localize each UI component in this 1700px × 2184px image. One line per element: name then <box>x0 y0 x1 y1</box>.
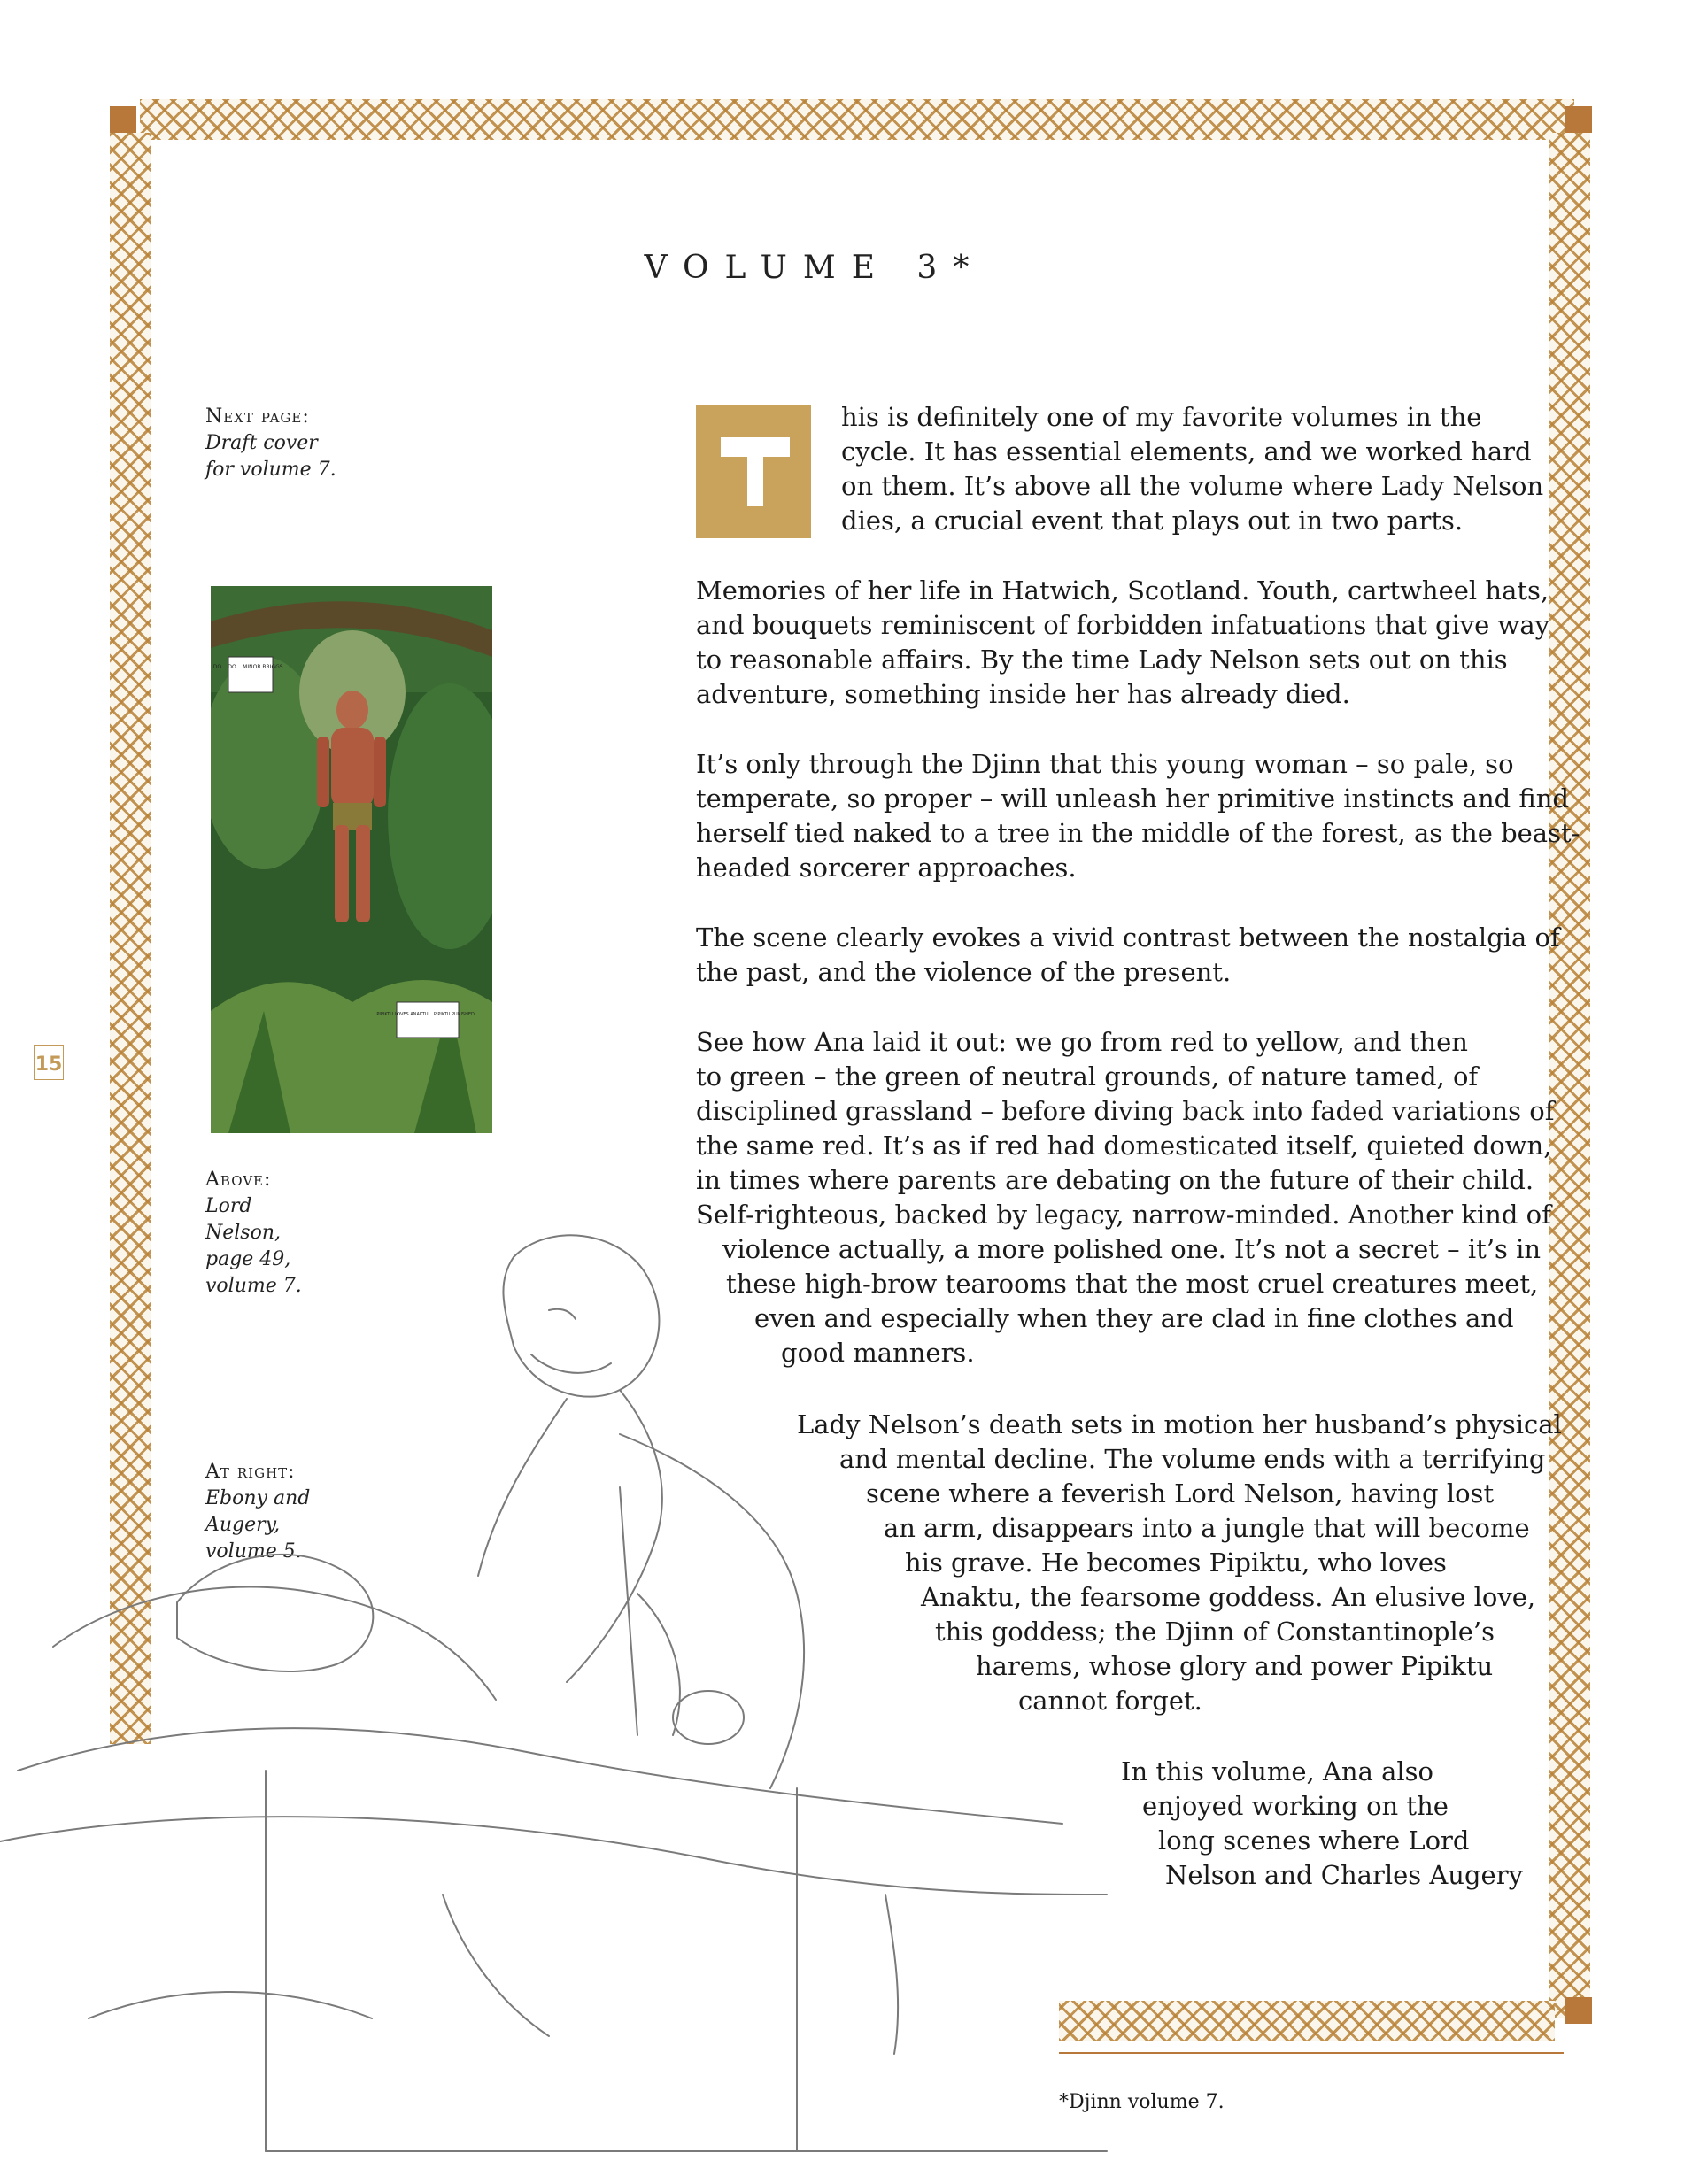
text-line: In this volume, Ana also <box>1121 1756 1433 1787</box>
paragraph-2 <box>696 574 1549 712</box>
text-line: to green – the green of neutral grounds, of nature tamed, of <box>696 1061 1479 1092</box>
caption-above-line: page 49, <box>205 1248 291 1270</box>
drop-cap-letter: T <box>749 519 758 533</box>
caption-above-line: Lord <box>205 1195 252 1217</box>
text-line: disciplined grassland – before diving back into faded variations of <box>696 1096 1555 1126</box>
text-line: Memories of her life in Hatwich, Scotland. Youth, cartwheel hats, <box>696 575 1549 606</box>
text-line: good manners. <box>781 1338 975 1368</box>
text-line: harems, whose glory and power Pipiktu <box>976 1651 1494 1681</box>
frame-right-border <box>1549 133 1590 2018</box>
paragraph-1 <box>841 400 1543 538</box>
text-line: his grave. He becomes Pipiktu, who loves <box>905 1547 1447 1578</box>
text-line: violence actually, a more polished one. It’s not a secret – it’s in <box>722 1234 1542 1264</box>
caption-above-label: Above: <box>205 1169 272 1191</box>
text-line: cycle. It has essential elements, and we worked hard <box>841 436 1532 467</box>
text-line: headed sorcerer approaches. <box>696 853 1077 883</box>
paragraph-4 <box>696 921 1560 990</box>
text-line: See how Ana laid it out: we go from red to yellow, and then <box>696 1027 1468 1057</box>
caption-at-right-line: Ebony and <box>205 1487 311 1509</box>
text-line: herself tied naked to a tree in the middle of the forest, as the beast- <box>696 818 1580 848</box>
text-line: adventure, something inside her has already died. <box>696 679 1350 709</box>
text-line: even and especially when they are clad in fine clothes and <box>754 1303 1514 1333</box>
jungle-illustration <box>211 586 492 1133</box>
caption-next-page <box>205 404 336 483</box>
caption-next-page-label: Next page: <box>205 405 310 428</box>
comic-panel-thumbnail <box>211 586 492 1133</box>
caption-above-line: Nelson, <box>205 1222 282 1244</box>
text-line: The scene clearly evokes a vivid contrast between the nostalgia of <box>696 922 1560 953</box>
page-number-text: 15 <box>35 1053 63 1076</box>
frame-corner-top-left <box>110 106 136 133</box>
text-line: Nelson and Charles Augery <box>1165 1860 1523 1890</box>
caption-at-right-label: At right: <box>205 1461 296 1483</box>
text-line: this goddess; the Djinn of Constantinople’s <box>935 1617 1495 1647</box>
paragraph-7 <box>1121 1755 1523 1893</box>
text-line: an arm, disappears into a jungle that will become <box>884 1513 1530 1543</box>
text-line: Lady Nelson’s death sets in motion her husband’s physical <box>797 1409 1562 1439</box>
text-line: the same red. It’s as if red had domesticated itself, quieted down, <box>696 1131 1552 1161</box>
text-line: the past, and the violence of the present. <box>696 957 1232 987</box>
caption-next-page-line: for volume 7. <box>205 459 336 481</box>
text-line: on them. It’s above all the volume where Lady Nelson <box>841 471 1544 501</box>
pencil-sketch-illustration <box>0 1222 1151 2180</box>
text-line: and bouquets reminiscent of forbidden infatuations that give way <box>696 610 1550 640</box>
text-line: dies, a crucial event that plays out in two parts. <box>841 505 1464 536</box>
text-line: Self-righteous, backed by legacy, narrow-minded. Another kind of <box>696 1200 1551 1230</box>
speech-balloon-2: PIPIKTU LOVES ANAKTU... PIPIKTU PUNISHED... <box>376 1012 479 1017</box>
text-line: these high-brow tearooms that the most cruel creatures meet, <box>726 1269 1539 1299</box>
text-line: temperate, so proper – will unleash her primitive instincts and find <box>696 783 1569 814</box>
drop-cap <box>696 405 811 538</box>
text-line: Anaktu, the fearsome goddess. An elusive love, <box>921 1582 1536 1612</box>
paragraph-3 <box>696 747 1580 885</box>
frame-corner-top-right <box>1565 106 1592 133</box>
frame-top-border <box>140 99 1574 140</box>
text-line: his is definitely one of my favorite volumes in the <box>841 402 1482 432</box>
frame-corner-bottom-right <box>1565 1997 1592 2024</box>
page-title: VOLUME 3* <box>644 250 985 286</box>
text-line: cannot forget. <box>1018 1686 1202 1716</box>
sketch-drawing <box>0 1222 1151 2180</box>
page-number <box>34 1045 64 1080</box>
text-line: to reasonable affairs. By the time Lady Nelson sets out on this <box>696 644 1508 675</box>
text-line: and mental decline. The volume ends with a terrifying <box>839 1444 1546 1474</box>
speech-balloon-1: DO... DO... MINOR BRIGGS... <box>212 664 289 670</box>
page-number-emblem <box>34 1045 64 1080</box>
footnote: *Djinn volume 7. <box>1059 2091 1225 2113</box>
text-line: scene where a feverish Lord Nelson, having lost <box>866 1478 1495 1509</box>
caption-at-right-line: Augery, <box>205 1514 281 1536</box>
text-line: long scenes where Lord <box>1158 1825 1470 1856</box>
text-line: enjoyed working on the <box>1142 1791 1449 1821</box>
caption-at-right-line: volume 5. <box>205 1540 302 1563</box>
text-line: It’s only through the Djinn that this young woman – so pale, so <box>696 749 1514 779</box>
text-line: in times where parents are debating on the future of their child. <box>696 1165 1534 1195</box>
caption-next-page-line: Draft cover <box>205 432 318 454</box>
drop-cap-glyph <box>696 405 811 538</box>
caption-above-line: volume 7. <box>205 1275 302 1297</box>
